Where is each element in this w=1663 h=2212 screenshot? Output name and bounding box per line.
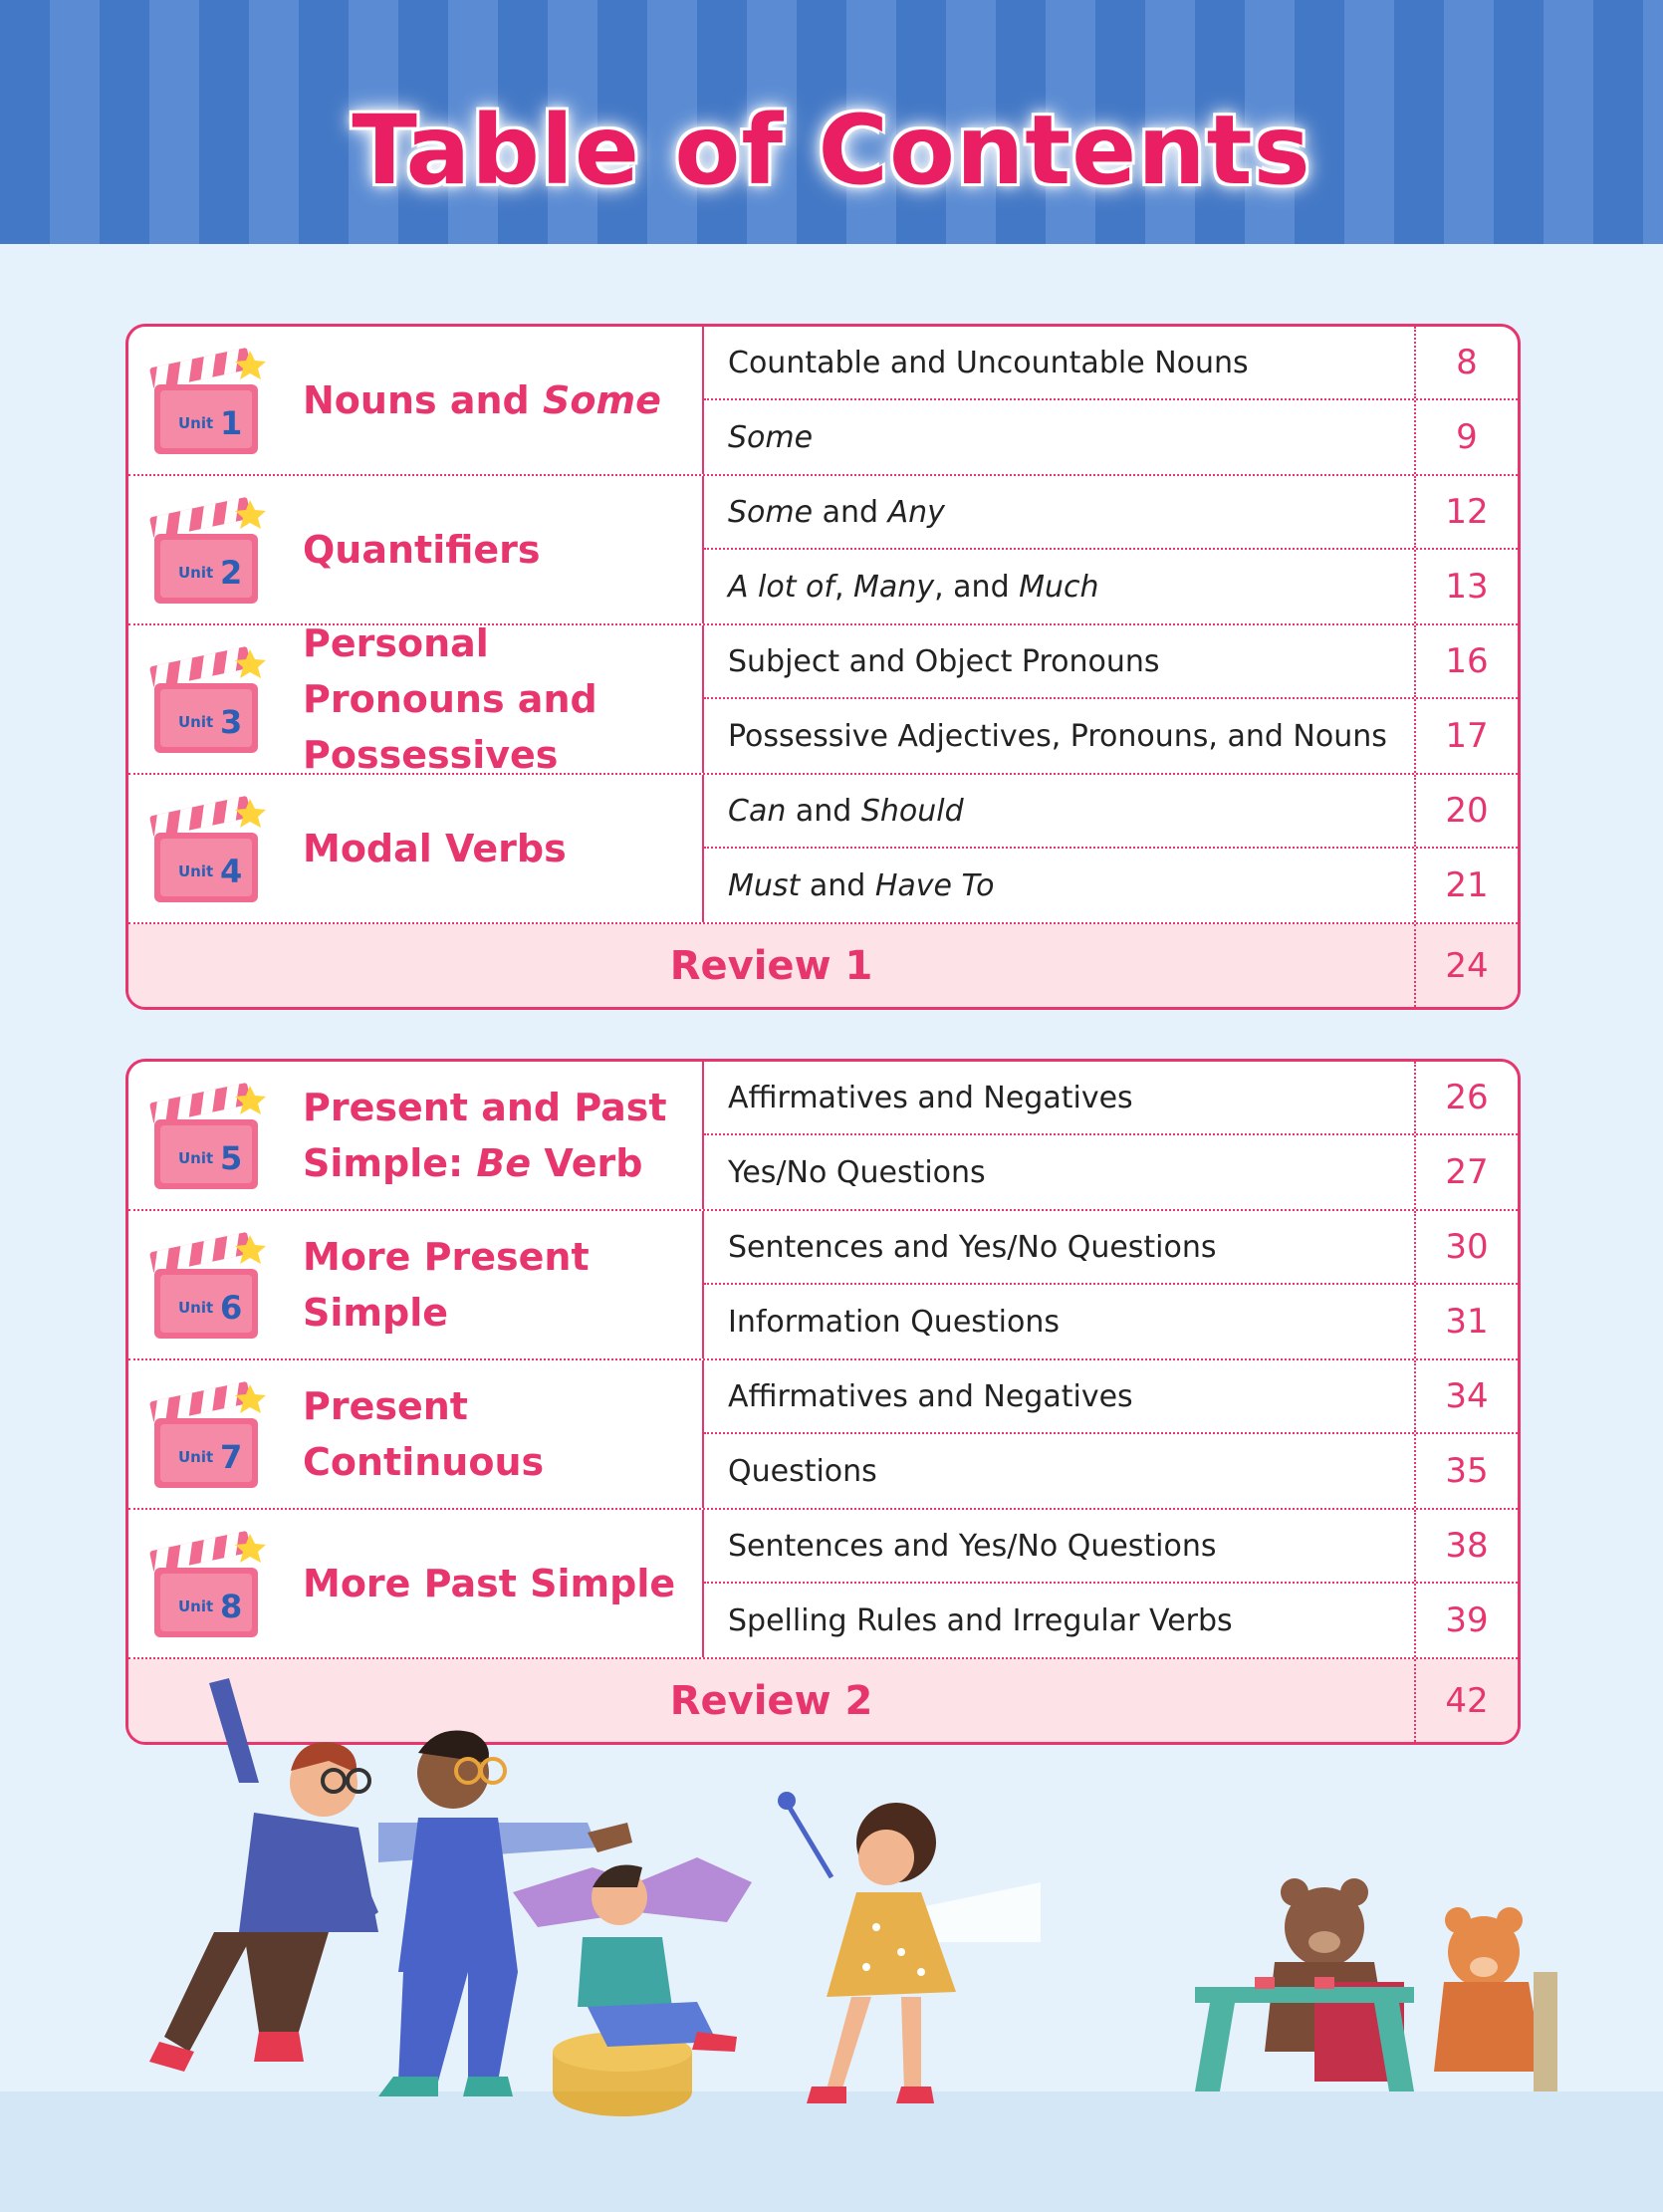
lesson-list (704, 625, 1518, 773)
lesson-title (728, 1062, 1405, 1133)
clapperboard-icon (146, 1221, 266, 1351)
lesson-page-number: 8 (1414, 327, 1518, 398)
text-segment: Questions (728, 1453, 877, 1489)
lesson-title (728, 625, 1405, 697)
unit-badge-label: Unit (178, 1299, 214, 1317)
lesson-title (728, 1135, 1405, 1209)
lesson-title (728, 476, 1405, 548)
lesson-item[interactable] (704, 400, 1518, 474)
text-segment: More Present Simple (303, 1235, 602, 1335)
lesson-list (704, 775, 1518, 922)
lesson-list (704, 327, 1518, 474)
unit-badge-label: Unit (178, 564, 214, 582)
unit-badge-label: Unit (178, 414, 214, 432)
lesson-item[interactable] (704, 476, 1518, 550)
unit-badge-label: Unit (178, 862, 214, 880)
unit-badge-label: Unit (178, 1149, 214, 1167)
unit-badge-label: Unit (178, 713, 214, 731)
text-segment: Personal Pronouns and Possessives (303, 621, 610, 777)
lesson-item[interactable] (704, 1360, 1518, 1434)
lesson-item[interactable] (704, 1584, 1518, 1657)
lesson-title (728, 550, 1405, 623)
clapperboard-icon (146, 785, 266, 914)
unit-title-text (303, 1556, 675, 1611)
girl-with-wand-figure (778, 1792, 1041, 2103)
unit-row-3 (128, 621, 1518, 777)
boy-stretching-figure (149, 1678, 378, 2072)
unit-heading-cell (128, 621, 704, 777)
unit-title-text (303, 1229, 701, 1341)
text-segment: Much (1019, 569, 1099, 605)
lesson-item[interactable] (704, 1510, 1518, 1584)
lesson-title (728, 775, 1405, 847)
lesson-page-number: 20 (1414, 775, 1518, 847)
lesson-item[interactable] (704, 1211, 1518, 1285)
lesson-title (728, 1360, 1405, 1432)
clapperboard-icon (146, 1072, 266, 1201)
unit-row-2 (128, 476, 1518, 625)
review-title: Review 1 (669, 942, 873, 989)
text-segment: Nouns and (303, 378, 543, 422)
text-segment: Sentences and Yes/No Questions (728, 1528, 1217, 1564)
text-segment: Should (860, 793, 964, 829)
text-segment: Yes/No Questions (728, 1154, 986, 1190)
text-segment: Possessive Adjectives, Pronouns, and Nouns (728, 718, 1387, 754)
lesson-item[interactable] (704, 1062, 1518, 1135)
lesson-page-number: 17 (1414, 699, 1518, 773)
unit-number: 5 (220, 1139, 243, 1177)
text-segment: Sentences and Yes/No Questions (728, 1229, 1217, 1265)
unit-title[interactable] (303, 1360, 701, 1508)
lesson-item[interactable] (704, 327, 1518, 400)
unit-row-5 (128, 1062, 1518, 1211)
review-row-1[interactable] (128, 924, 1518, 1007)
text-segment: Can (728, 793, 787, 829)
text-segment: and (813, 494, 888, 530)
text-segment: Any (887, 494, 945, 530)
lesson-item[interactable] (704, 550, 1518, 623)
unit-number: 3 (220, 703, 243, 741)
clapperboard-icon (146, 486, 266, 615)
review-title: Review 2 (669, 1677, 873, 1724)
lesson-page-number: 27 (1414, 1135, 1518, 1209)
text-segment: A lot of (728, 569, 834, 605)
kid-with-toy-plane-figure (513, 1857, 752, 2116)
unit-row-4 (128, 775, 1518, 924)
lesson-item[interactable] (704, 1285, 1518, 1358)
lesson-item[interactable] (704, 625, 1518, 699)
teddy-bears-at-table-figure (1195, 1878, 1557, 2091)
text-segment: Some (728, 419, 814, 455)
toc-box-1 (125, 324, 1521, 1010)
lesson-item[interactable] (704, 1434, 1518, 1508)
unit-row-7 (128, 1360, 1518, 1510)
unit-title[interactable] (303, 1062, 701, 1209)
text-segment: Modal Verbs (303, 827, 567, 870)
text-segment: , and (934, 569, 1020, 605)
lesson-item[interactable] (704, 775, 1518, 849)
text-segment: More Past Simple (303, 1562, 676, 1605)
lesson-title (728, 400, 1405, 474)
unit-heading-cell (128, 327, 704, 474)
text-segment: Spelling Rules and Irregular Verbs (728, 1602, 1233, 1638)
lesson-title (728, 1510, 1405, 1582)
lesson-page-number: 34 (1414, 1360, 1518, 1432)
unit-row-1 (128, 327, 1518, 476)
lesson-title (728, 849, 1405, 922)
unit-title[interactable] (303, 775, 701, 922)
unit-heading-cell (128, 476, 704, 623)
lesson-list (704, 1062, 1518, 1209)
lesson-item[interactable] (704, 699, 1518, 773)
text-segment: Verb (531, 1141, 643, 1185)
unit-title-text (303, 522, 541, 578)
lesson-page-number: 13 (1414, 550, 1518, 623)
page-title: Table of Contents (352, 95, 1311, 206)
unit-title[interactable] (303, 621, 701, 777)
lesson-list (704, 476, 1518, 623)
lesson-title (728, 1584, 1405, 1657)
lesson-page-number: 9 (1414, 400, 1518, 474)
text-segment: and (800, 867, 875, 903)
clapperboard-icon (146, 337, 266, 466)
lesson-title (728, 1285, 1405, 1358)
unit-number: 6 (220, 1289, 243, 1327)
unit-heading-cell (128, 775, 704, 922)
lesson-item[interactable] (704, 849, 1518, 922)
unit-number: 7 (220, 1438, 243, 1476)
text-segment: Some (543, 378, 661, 422)
text-segment: Some (728, 494, 814, 530)
unit-title[interactable] (303, 476, 701, 623)
lesson-page-number: 12 (1414, 476, 1518, 548)
lesson-item[interactable] (704, 1135, 1518, 1209)
unit-number: 4 (220, 853, 243, 890)
lesson-page-number: 26 (1414, 1062, 1518, 1133)
lesson-page-number: 38 (1414, 1510, 1518, 1582)
text-segment: Must (728, 867, 801, 903)
lesson-title (728, 699, 1405, 773)
review-page-number: 24 (1414, 924, 1518, 1007)
text-segment: and (786, 793, 861, 829)
unit-title-text (303, 821, 567, 876)
unit-row-8 (128, 1510, 1518, 1659)
unit-heading-cell (128, 1062, 704, 1209)
clapperboard-icon (146, 1520, 266, 1649)
lesson-title (728, 327, 1405, 398)
review-page-number: 42 (1414, 1659, 1518, 1742)
lesson-list (704, 1211, 1518, 1358)
clapperboard-icon (146, 635, 266, 765)
unit-number: 1 (220, 404, 243, 442)
unit-number: 2 (220, 554, 243, 592)
lesson-page-number: 39 (1414, 1584, 1518, 1657)
lesson-list (704, 1360, 1518, 1508)
lesson-page-number: 16 (1414, 625, 1518, 697)
toc-box-2 (125, 1059, 1521, 1745)
unit-badge-label: Unit (178, 1598, 214, 1615)
unit-title[interactable] (303, 1211, 701, 1358)
text-segment: Be (476, 1141, 532, 1185)
text-segment: Affirmatives and Negatives (728, 1378, 1133, 1414)
text-segment: Present and Past Simple: (303, 1086, 680, 1185)
unit-title-text (303, 1080, 701, 1191)
lesson-page-number: 31 (1414, 1285, 1518, 1358)
unit-title-text (303, 615, 701, 783)
children-playing-illustration (0, 1653, 1663, 2131)
unit-number: 8 (220, 1588, 243, 1625)
lesson-page-number: 21 (1414, 849, 1518, 922)
lesson-list (704, 1510, 1518, 1657)
unit-title[interactable] (303, 327, 701, 474)
text-segment: Present Continuous (303, 1384, 545, 1484)
text-segment: Quantifiers (303, 528, 541, 572)
unit-title-text (303, 372, 661, 428)
text-segment: Countable and Uncountable Nouns (728, 345, 1249, 380)
unit-title[interactable] (303, 1510, 701, 1657)
text-segment: Many (853, 569, 935, 605)
unit-title-text (303, 1378, 701, 1490)
lesson-page-number: 35 (1414, 1434, 1518, 1508)
clapperboard-icon (146, 1370, 266, 1500)
text-segment: Affirmatives and Negatives (728, 1080, 1133, 1115)
text-segment: Have To (874, 867, 995, 903)
text-segment: Subject and Object Pronouns (728, 643, 1160, 679)
unit-heading-cell (128, 1211, 704, 1358)
unit-heading-cell (128, 1510, 704, 1657)
text-segment: Information Questions (728, 1304, 1061, 1340)
text-segment: , (833, 569, 854, 605)
unit-badge-label: Unit (178, 1448, 214, 1466)
unit-row-6 (128, 1211, 1518, 1360)
lesson-title (728, 1211, 1405, 1283)
lesson-page-number: 30 (1414, 1211, 1518, 1283)
unit-heading-cell (128, 1360, 704, 1508)
lesson-title (728, 1434, 1405, 1508)
